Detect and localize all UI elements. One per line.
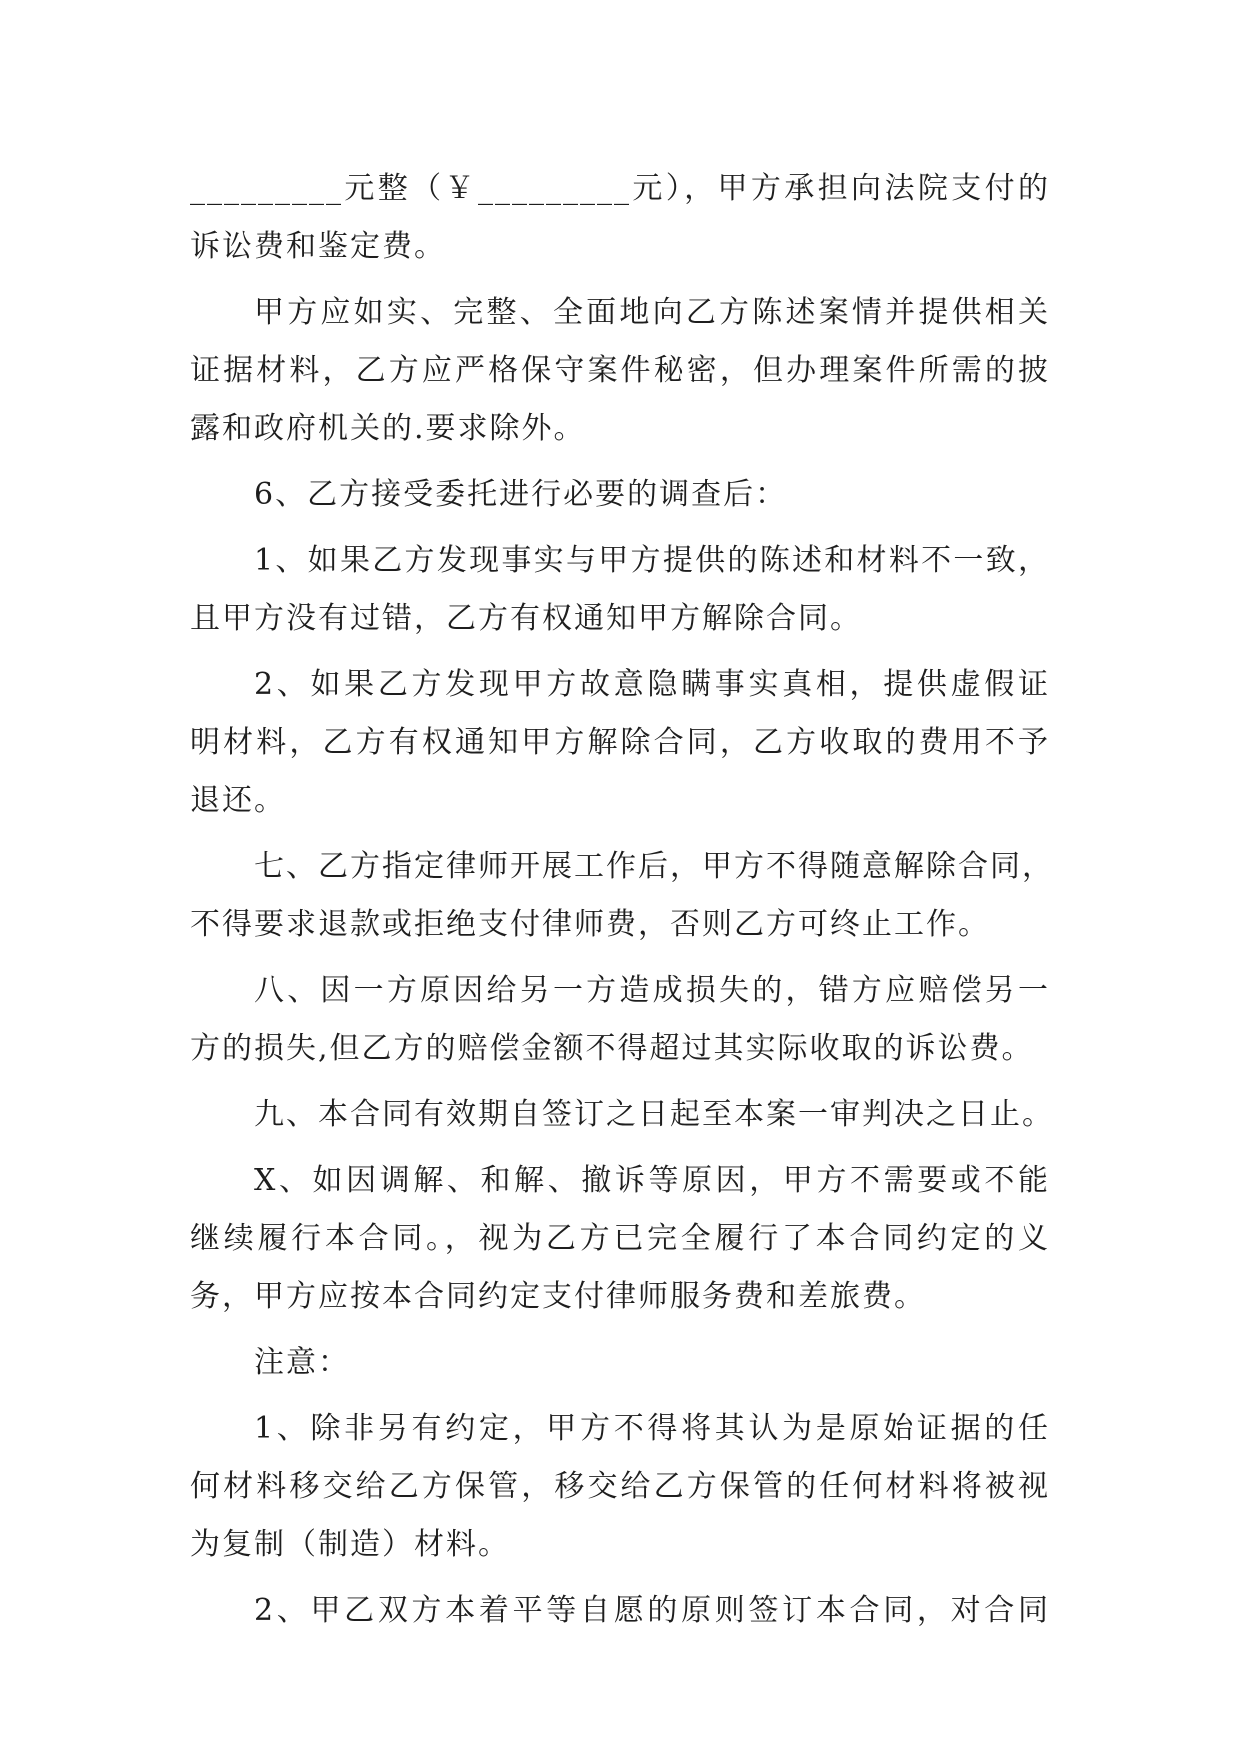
paragraph	[190, 1400, 1050, 1574]
paragraph	[190, 656, 1050, 830]
paragraph	[190, 838, 1054, 954]
text-line: 不得要求退款或拒绝支付律师费，否则乙方可终止工作。	[190, 907, 990, 942]
paragraph	[190, 466, 1050, 524]
text-line: 诉讼费和鉴定费。	[190, 229, 446, 264]
paragraph	[190, 532, 1050, 648]
text-line: 1、如果乙方发现事实与甲方提供的陈述和材料不一致，	[254, 543, 1050, 578]
document-body	[190, 160, 1054, 1640]
text-line: 退还。	[190, 783, 286, 818]
text-line: 甲方应如实、完整、全面地向乙方陈述案情并提供相关	[254, 295, 1050, 330]
text-line: 何材料移交给乙方保管，移交给乙方保管的任何材料将被视	[190, 1469, 1050, 1504]
text-line: 2、如果乙方发现甲方故意隐瞒事实真相，提供虚假证	[254, 667, 1050, 702]
paragraph	[190, 1582, 1050, 1640]
paragraph	[190, 284, 1050, 458]
text-line: 注意：	[254, 1345, 350, 1380]
text-line: 露和政府机关的.要求除外。	[190, 411, 586, 446]
paragraph	[190, 1334, 1050, 1392]
text-line: 6、乙方接受委托进行必要的调查后：	[254, 477, 788, 512]
text-line: 2、甲乙双方本着平等自愿的原则签订本合同，对合同	[254, 1593, 1050, 1628]
paragraph	[190, 160, 1050, 276]
text-line: 方的损失,但乙方的赔偿金额不得超过其实际收取的诉讼费。	[190, 1031, 1034, 1066]
text-line: 且甲方没有过错，乙方有权通知甲方解除合同。	[190, 601, 862, 636]
text-line: 继续履行本合同。，视为乙方已完全履行了本合同约定的义	[190, 1221, 1050, 1256]
text-line: 务，甲方应按本合同约定支付律师服务费和差旅费。	[190, 1279, 926, 1314]
text-line: X、如因调解、和解、撤诉等原因，甲方不需要或不能	[254, 1163, 1050, 1198]
text-line: 九、本合同有效期自签订之日起至本案一审判决之日止。	[254, 1097, 1054, 1132]
paragraph	[190, 1086, 1054, 1144]
text-line: 八、因一方原因给另一方造成损失的，错方应赔偿另一	[254, 973, 1050, 1008]
paragraph	[190, 962, 1050, 1078]
paragraph	[190, 1152, 1050, 1326]
text-line: 七、乙方指定律师开展工作后，甲方不得随意解除合同，	[254, 849, 1054, 884]
text-line: 明材料，乙方有权通知甲方解除合同，乙方收取的费用不予	[190, 725, 1050, 760]
text-line: 证据材料，乙方应严格保守案件秘密，但办理案件所需的披	[190, 353, 1050, 388]
text-line: 1、除非另有约定，甲方不得将其认为是原始证据的任	[254, 1411, 1050, 1446]
text-line: 为复制（制造）材料。	[190, 1527, 510, 1562]
text-line: _________元整（￥_________元），甲方承担向法院支付的	[190, 171, 1050, 206]
